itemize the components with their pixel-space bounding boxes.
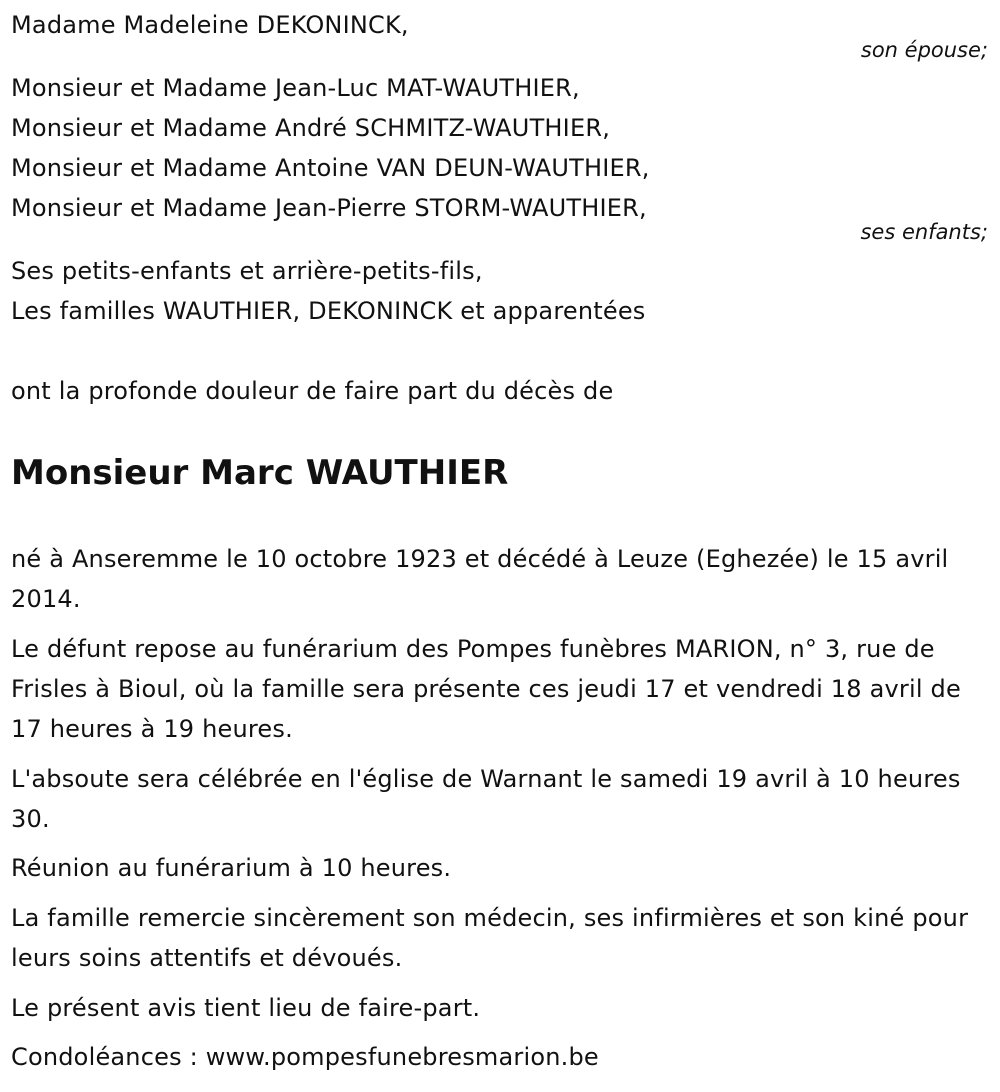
child-name: Monsieur et Madame Jean-Luc MAT-WAUTHIER, bbox=[11, 74, 580, 102]
deceased-name: Monsieur Marc WAUTHIER bbox=[11, 453, 509, 493]
thanks-paragraph: La famille remercie sincèrement son médecin, ses infirmières et son kiné pour leurs soins attentifs et dévoués. bbox=[11, 904, 969, 972]
families-line: Les familles WAUTHIER, DEKONINCK et apparentées bbox=[11, 297, 646, 325]
notice-paragraph: Le présent avis tient lieu de faire-part. bbox=[11, 994, 481, 1022]
announcement-text: ont la profonde douleur de faire part du décès de bbox=[11, 377, 614, 405]
funerarium-paragraph: Le défunt repose au funérarium des Pompes funèbres MARION, n° 3, rue de Frisles à Bioul, où la famille sera présente ces jeudi 17 et vendredi 18 avril de 17 heures à 19 heures. bbox=[11, 635, 961, 743]
birth-death-paragraph: né à Anseremme le 10 octobre 1923 et décédé à Leuze (Eghezée) le 15 avril 2014. bbox=[11, 545, 949, 613]
child-name: Monsieur et Madame Antoine VAN DEUN-WAUTHIER, bbox=[11, 154, 650, 182]
spouse-role: son épouse; bbox=[860, 38, 988, 62]
spouse-name: Madame Madeleine DEKONINCK, bbox=[11, 11, 409, 39]
children-role: ses enfants; bbox=[860, 220, 988, 244]
reunion-paragraph: Réunion au funérarium à 10 heures. bbox=[11, 854, 452, 882]
child-name: Monsieur et Madame Jean-Pierre STORM-WAUTHIER, bbox=[11, 194, 647, 222]
grandchildren-line: Ses petits-enfants et arrière-petits-fils, bbox=[11, 257, 483, 285]
absoute-paragraph: L'absoute sera célébrée en l'église de Warnant le samedi 19 avril à 10 heures 30. bbox=[11, 765, 961, 833]
condolences-paragraph: Condoléances : www.pompesfunebresmarion.be bbox=[11, 1043, 599, 1071]
child-name: Monsieur et Madame André SCHMITZ-WAUTHIER, bbox=[11, 114, 611, 142]
